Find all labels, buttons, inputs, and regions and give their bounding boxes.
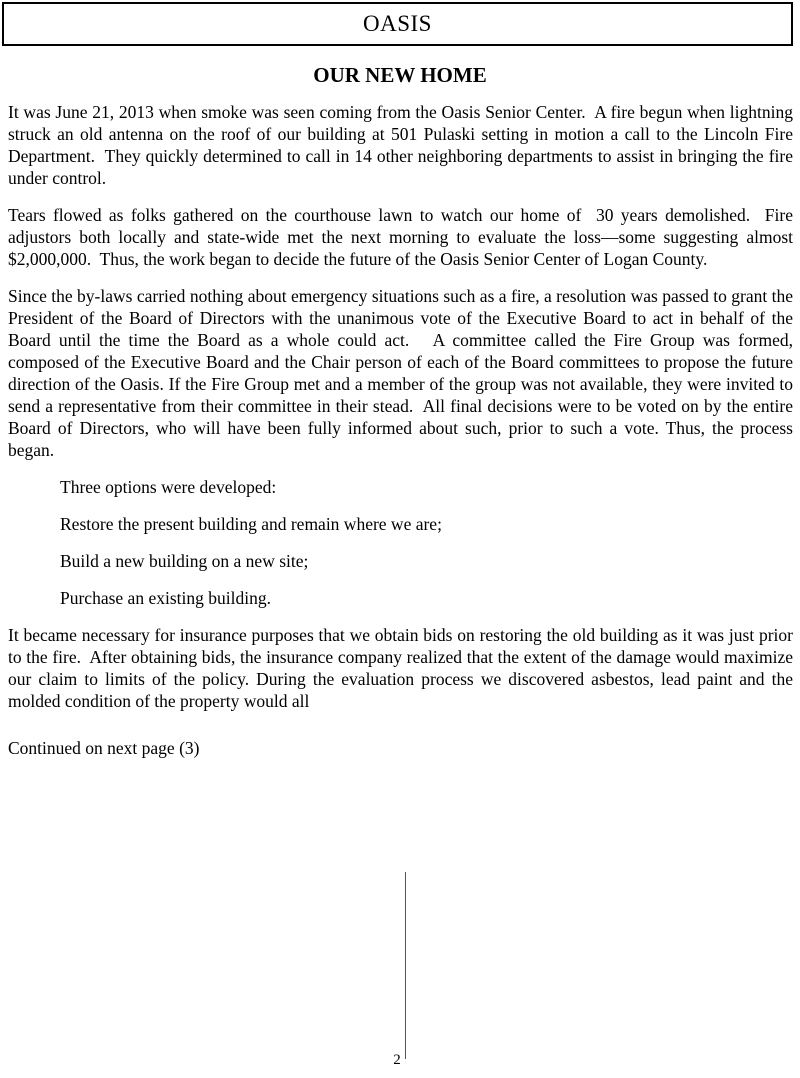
options-intro-line: Three options were developed: xyxy=(60,477,277,497)
column-divider-line xyxy=(405,872,406,1059)
body-paragraph: It became necessary for insurance purposes that we obtain bids on restoring the old building as it was just prior to the fire. After obtaining bids, the insurance company realized that the extent of the damage would maximize our claim to limits of the policy. During the evaluation process we discovered asbestos, lead paint and the molded condition of the property would all xyxy=(8,625,798,711)
masthead-title: OASIS xyxy=(363,11,432,36)
article-title: OUR NEW HOME xyxy=(313,63,487,87)
body-paragraph: Tears flowed as folks gathered on the courthouse lawn to watch our home of 30 years demolished. Fire adjustors both locally and state-wide met the next morning to evaluate the loss—some suggesting almost $2,000,000. Thus, the work began to decide the future of the Oasis Senior Center of Logan County. xyxy=(8,205,798,269)
article-body xyxy=(8,101,798,759)
option-item: Purchase an existing building. xyxy=(60,588,271,608)
option-item: Build a new building on a new site; xyxy=(60,551,309,571)
body-paragraph: It was June 21, 2013 when smoke was seen coming from the Oasis Senior Center. A fire begun when lightning struck an old antenna on the roof of our building at 501 Pulaski setting in motion a call to the Lincoln Fire Department. They quickly determined to call in 14 other neighboring departments to assist in bringing the fire under control. xyxy=(8,102,798,188)
continued-note: Continued on next page (3) xyxy=(8,738,200,758)
page-number: 2 xyxy=(393,1052,401,1068)
body-paragraph: Since the by-laws carried nothing about emergency situations such as a fire, a resolution was passed to grant the President of the Board of Directors with the unanimous vote of the Executive Board to act in behalf of the Board until the time the Board as a whole could act. A committee called the Fire Group was formed, composed of the Executive Board and the Chair person of each of the Board committees to propose the future direction of the Oasis. If the Fire Group met and a member of the group was not available, they were invited to send a representative from their committee in their stead. All final decisions were to be voted on by the entire Board of Directors, who will have been fully informed about such, prior to such a vote. Thus, the process began. xyxy=(8,286,798,460)
option-item: Restore the present building and remain where we are; xyxy=(60,514,442,534)
masthead-box xyxy=(2,2,793,46)
